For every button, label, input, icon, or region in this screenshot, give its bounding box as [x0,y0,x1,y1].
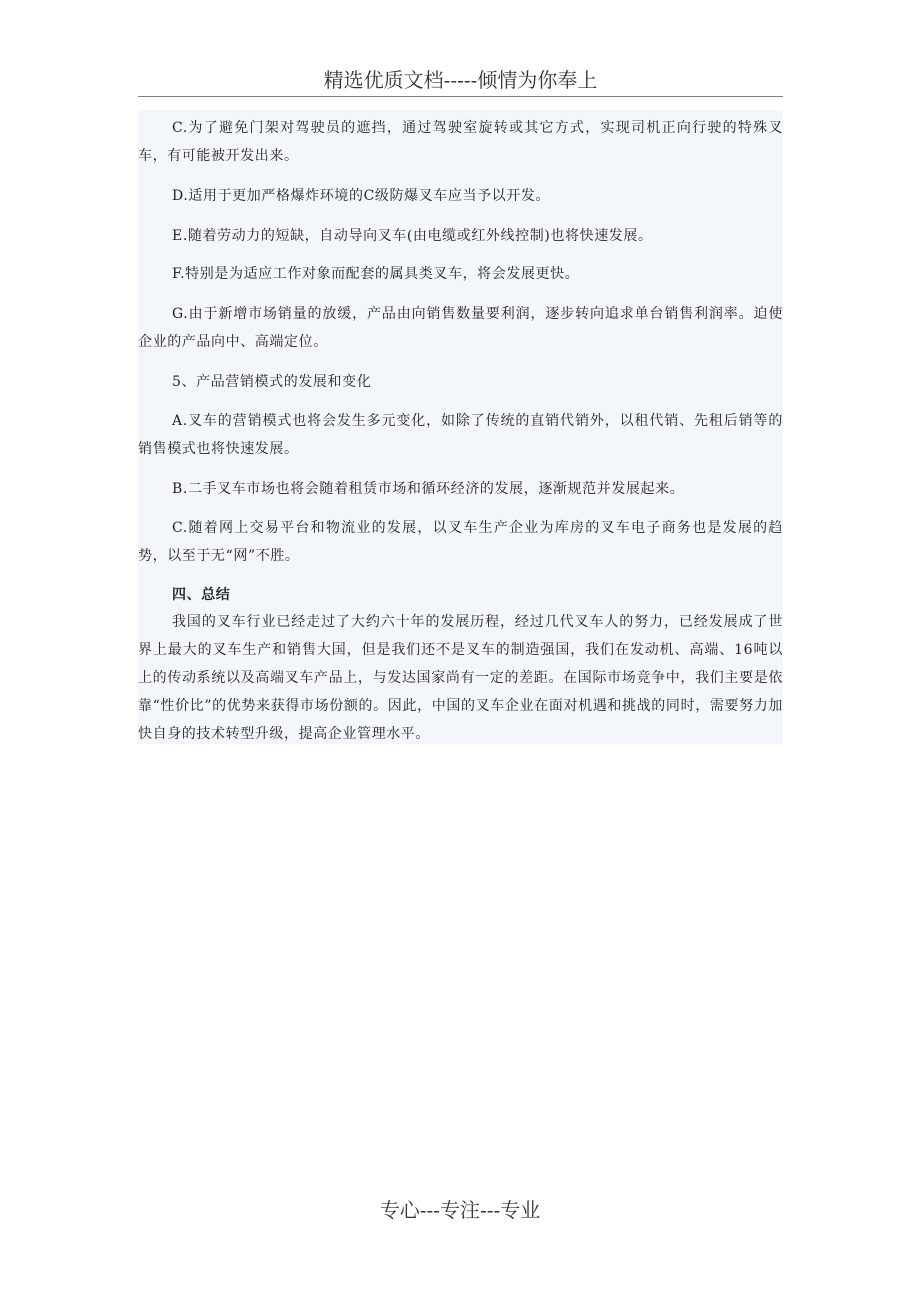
paragraph-f-attachments: F.特别是为适应工作对象而配套的属具类叉车，将会发展更快。 [172,266,580,282]
paragraph-g-positioning: G.由于新增市场销量的放缓，产品由向销售数量要利润，逐步转向追求单台销售利润率。迫使企业的产品向中、高端定位。 [138,306,783,350]
section-heading-summary: 四、总结 [172,587,231,603]
subheading-marketing: 5、产品营销模式的发展和变化 [172,374,372,390]
paragraph-c-cab: C.为了避免门架对驾驶员的遮挡，通过驾驶室旋转或其它方式，实现司机正向行驶的特殊叉车，有可能被开发出来。 [138,120,783,164]
page-footer: 专心---专注---专业 [379,1198,541,1222]
paragraph-e-agv: E.随着劳动力的短缺，自动导向叉车(由电缆或红外线控制)也将快速发展。 [172,228,653,244]
paragraph-a-marketing: A.叉车的营销模式也将会发生多元变化，如除了传统的直销代销外，以租代销、先租后销等的销售模式也将快速发展。 [138,413,783,457]
document-body [138,110,783,744]
paragraph-d-explosion: D.适用于更加严格爆炸环境的C级防爆叉车应当予以开发。 [172,188,551,204]
paragraph-c-ecommerce: C.随着网上交易平台和物流业的发展，以叉车生产企业为库房的叉车电子商务也是发展的趋势，以至于无“网”不胜。 [138,520,783,564]
summary-paragraph: 我国的叉车行业已经走过了大约六十年的发展历程，经过几代叉车人的努力，已经发展成了世界上最大的叉车生产和销售大国，但是我们还不是叉车的制造强国，我们在发动机、高端、16吨以上的传动系统以及高端叉车产品上，与发达国家尚有一定的差距。在国际市场竞争中，我们主要是依靠“性价比”的优势来获得市场份额的。因此，中国的叉车企业在面对机遇和挑战的同时，需要努力加快自身的技术转型升级，提高企业管理水平。 [138,614,783,742]
paragraph-b-second-hand: B.二手叉车市场也将会随着租赁市场和循环经济的发展，逐渐规范并发展起来。 [172,481,685,497]
page-header: 精选优质文档-----倾情为你奉上 [138,66,783,97]
